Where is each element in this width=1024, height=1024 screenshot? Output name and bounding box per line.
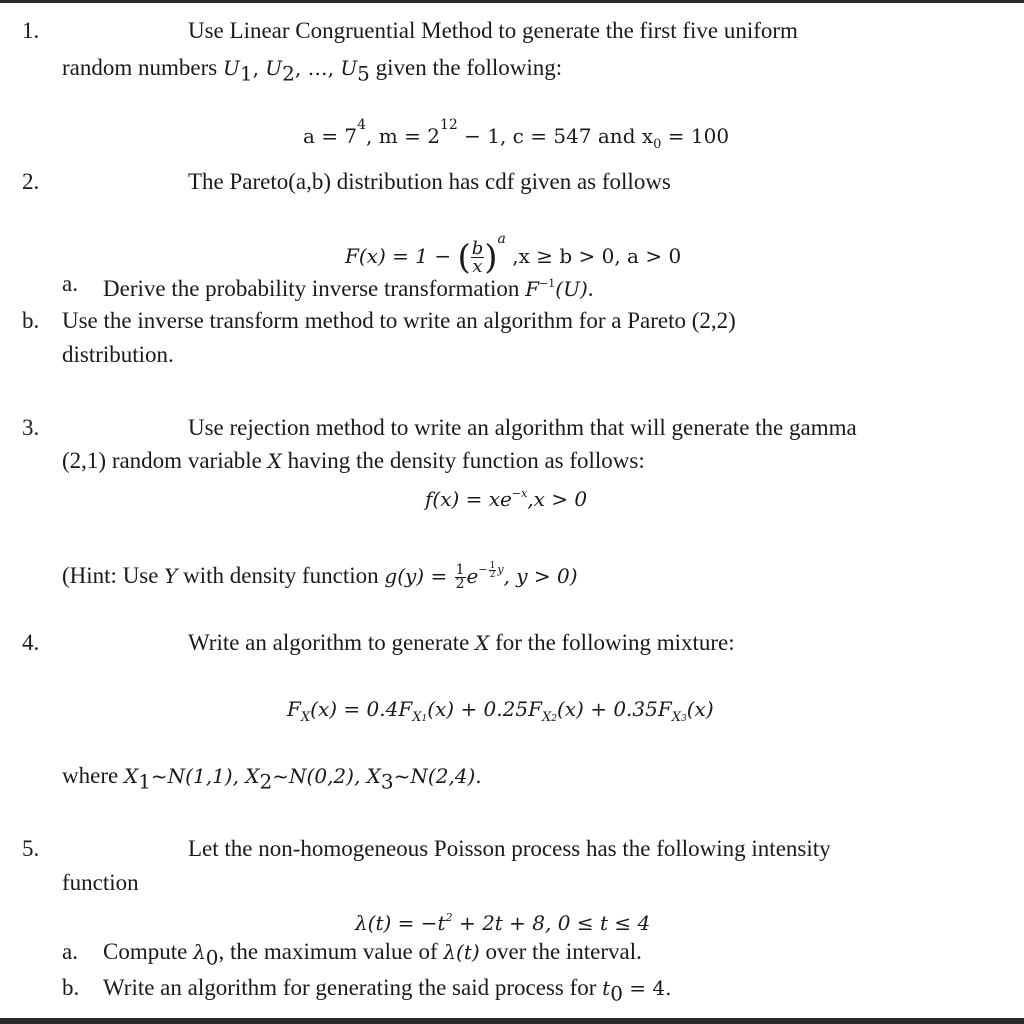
q2b-label: b.: [22, 308, 40, 333]
exp-minus: −: [478, 563, 488, 576]
lambda: λ: [193, 940, 206, 964]
q2-number: 2.: [22, 169, 40, 194]
q3-line2: [62, 447, 645, 475]
q5b-label: b.: [62, 975, 80, 1000]
q5b-pre: Write an algorithm for generating the said process for: [103, 975, 603, 1000]
f-part: F: [287, 697, 301, 721]
f-sub-idx: 2: [551, 714, 557, 724]
q5a-label: a.: [62, 939, 78, 964]
period: .: [587, 276, 594, 301]
q2-formula: [345, 222, 682, 278]
q1-line1: Use Linear Congruential Method to generate the first five uniform: [188, 18, 798, 43]
f-part: ~N(1,1), X: [150, 764, 260, 788]
q4-post: for the following mixture:: [489, 630, 735, 655]
f-part: (x) = 0.4F: [310, 697, 413, 721]
f-part: + 2t + 8, 0 ≤ t ≤ 4: [452, 911, 651, 935]
f-sub: [542, 710, 557, 725]
u-sub: 1: [239, 61, 253, 86]
q2b-line2: distribution.: [62, 342, 174, 367]
f-sub: 0: [610, 981, 623, 1006]
f-sub: X: [300, 710, 311, 725]
f-arg: (U): [555, 277, 588, 301]
sep: ,: [252, 56, 266, 80]
frac-num: 1: [455, 562, 465, 579]
sep: ,: [327, 56, 341, 80]
q5-number: 5.: [22, 836, 40, 861]
f-part: (x) + 0.25F: [427, 697, 542, 721]
sep: ,: [294, 56, 308, 80]
f-sub-var: X: [671, 710, 681, 725]
f-part: a = 7: [303, 124, 358, 148]
u-sub: 5: [357, 61, 370, 86]
q1-line2-pre: random numbers: [62, 55, 223, 80]
u-var: U: [340, 56, 358, 80]
f-part: f(x) = xe: [425, 487, 512, 511]
half-frac: [455, 564, 466, 591]
q2a-pre: Derive the probability inverse transformation: [103, 276, 526, 301]
f-exp: 2: [445, 911, 453, 924]
where-label: where: [62, 763, 124, 788]
f-cond: ,x ≥ b > 0, a > 0: [505, 244, 682, 268]
f-exp: 12: [439, 117, 458, 133]
q1-number: 1.: [22, 18, 40, 43]
f-exp: −1: [539, 277, 556, 290]
f-exp: −x: [511, 487, 528, 500]
f-paren: ): [484, 237, 498, 278]
f-part: F(x) = 1 −: [345, 244, 458, 268]
e-const: e: [466, 564, 479, 588]
f-paren: (: [457, 237, 471, 278]
u-var: U: [265, 56, 283, 80]
q4-pre: Write an algorithm to generate: [188, 630, 476, 655]
f-part: ~N(0,2), X: [272, 764, 381, 788]
u-sub: 2: [282, 61, 295, 86]
hint-mid: with density function: [177, 563, 385, 588]
q3-line1: Use rejection method to write an algorithm that will generate the gamma: [188, 415, 857, 440]
f-sub: 0: [205, 945, 219, 970]
q1-line2: [62, 54, 563, 86]
f-part: = 100: [661, 124, 730, 148]
exp-var: y: [497, 563, 504, 576]
q5b-end: = 4.: [622, 976, 672, 1000]
q2-line1: The Pareto(a,b) distribution has cdf given as follows: [188, 169, 671, 194]
f-sub-idx: 1: [421, 714, 428, 724]
q5-line2: function: [62, 870, 139, 895]
q4-line1: [188, 629, 735, 657]
exp-group: [478, 560, 504, 580]
f-exp: 4: [357, 117, 367, 133]
f-part: , m = 2: [366, 124, 440, 148]
f-part: (x): [686, 697, 714, 721]
f-part: X: [123, 764, 139, 788]
f-sub: 1: [138, 769, 151, 794]
f-part: (x) + 0.35F: [556, 697, 672, 721]
q4-where: [62, 762, 482, 794]
q5-line1: Let the non-homogeneous Poisson process has the following intensity: [188, 836, 831, 861]
q5a-pre: Compute: [103, 939, 194, 964]
q5a-mid: , the maximum value of: [218, 939, 444, 964]
f-sub: 0: [653, 137, 662, 152]
f-den: x: [472, 256, 483, 277]
q4-number: 4.: [22, 630, 40, 655]
f-sub-var: X: [541, 710, 552, 725]
f-part: λ(t) = −t: [355, 911, 446, 935]
q3-number: 3.: [22, 415, 40, 440]
f-exp: a: [497, 231, 506, 247]
q5a-text: [103, 938, 642, 970]
g-func: g(y) =: [384, 564, 454, 588]
q5a-post: over the interval.: [479, 939, 642, 964]
f-num: b: [471, 238, 484, 259]
y-var: Y: [164, 564, 178, 588]
f-sub: 3: [380, 769, 394, 794]
f-part: − 1, c = 547 and x: [457, 124, 654, 148]
ellipsis: …: [307, 56, 328, 80]
q3-formula: [425, 480, 588, 511]
bottom-border: [0, 1018, 1024, 1024]
q3-line2-pre: (2,1) random variable: [62, 448, 268, 473]
f-sub: 2: [259, 769, 273, 794]
frac-den: 2: [455, 576, 465, 593]
top-border: [0, 0, 1024, 3]
q4-formula: [287, 695, 714, 723]
exp-frac: [489, 562, 497, 579]
q5-formula: [355, 904, 651, 935]
f-part: ~N(2,4).: [393, 764, 482, 788]
hint-pre: (Hint: Use: [62, 563, 165, 588]
q2b-line1: Use the inverse transform method to write an algorithm for a Pareto (2,2): [62, 308, 736, 333]
x-var: X: [267, 449, 282, 473]
q5b-text: [103, 974, 672, 1006]
q3-line2-post: having the density function as follows:: [281, 448, 645, 473]
frac-den: 2: [489, 569, 496, 580]
q2a-text: [103, 270, 594, 301]
f-sub: [412, 710, 427, 725]
q1-line2-post: given the following:: [369, 55, 563, 80]
hint-end: , y > 0): [503, 564, 578, 588]
f-part: ,x > 0: [527, 487, 588, 511]
f-sub-idx: 3: [681, 714, 687, 724]
f-sub: [672, 710, 687, 725]
t-var: t: [602, 976, 611, 1000]
x-var: X: [475, 631, 490, 655]
u-var: U: [222, 56, 240, 80]
frac-num: 1: [489, 560, 496, 571]
lambda-t: λ(t): [443, 940, 480, 964]
f-var: F: [525, 277, 540, 301]
q3-hint: [62, 556, 578, 593]
q1-formula: [303, 111, 730, 152]
f-sub-var: X: [412, 710, 422, 725]
q2a-label: a.: [62, 271, 78, 296]
